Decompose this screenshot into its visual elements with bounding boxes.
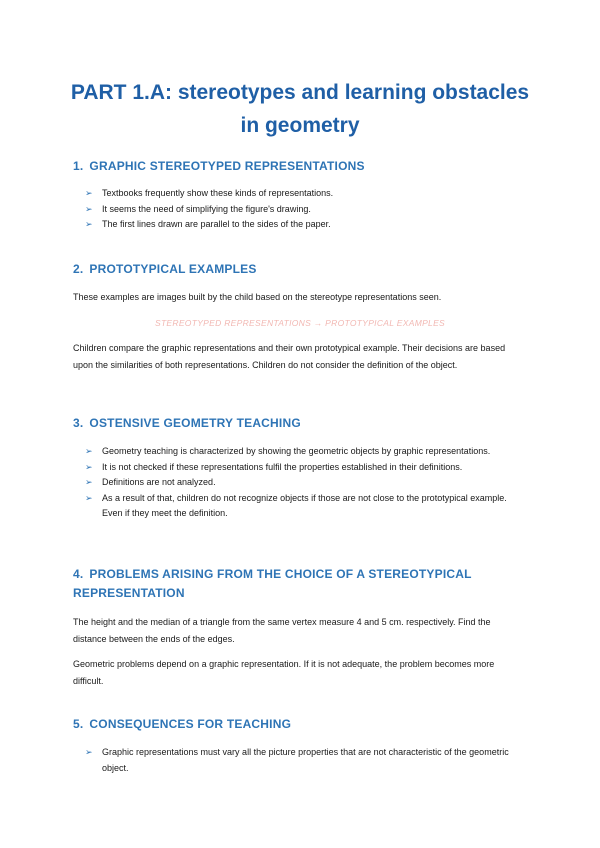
arrow-bullet-icon: ➢ [85,747,93,757]
section-1-heading [73,157,533,176]
section-4-heading [73,565,493,603]
section-3-number: 3. [73,416,84,430]
arrow-bullet-icon: ➢ [85,188,93,198]
list-item: ➢ As a result of that, children do not recognize objects if those are not close to the prototypical example. Even if they meet the definition. [85,492,507,518]
list-item: ➢ It is not checked if these representations fulfil the properties established in their definitions. [85,460,525,476]
list-item: ➢ Definitions are not analyzed. [85,475,525,491]
section-2-body: Children compare the graphic representations and their own prototypical example. Their decisions are based upon the similarities of both representations. Children do not consider the definition of the object. [73,343,506,370]
section-1-number: 1. [73,159,84,173]
section-4-paragraph-1: The height and the median of a triangle from the same vertex measure 4 and 5 cm. respectively. Find the distance between the ends of the edges. [73,617,491,644]
section-2-title: PROTOTYPICAL EXAMPLES [89,262,257,276]
section-4-title: PROBLEMS ARISING FROM THE CHOICE OF A STEREOTYPICAL REPRESENTATION [73,567,472,600]
section-3-heading [73,414,533,433]
section-2-number: 2. [73,262,84,276]
arrow-bullet-icon: ➢ [85,461,93,472]
arrow-bullet-icon: ➢ [85,446,93,456]
arrow-bullet-icon: ➢ [85,203,93,214]
section-5-number: 5. [73,717,84,731]
section-3-title: OSTENSIVE GEOMETRY TEACHING [89,416,301,430]
section-4-paragraph-2: Geometric problems depend on a graphic representation. If it is not adequate, the problem becomes more difficult. [73,659,495,686]
section-5-heading [73,715,533,734]
arrow-bullet-icon: ➢ [85,492,93,503]
section-2-intro: These examples are images built by the child based on the stereotype representations seen. [73,292,442,302]
section-1-title: GRAPHIC STEREOTYPED REPRESENTATIONS [89,159,365,173]
arrow-bullet-icon: ➢ [85,477,93,487]
list-item: ➢ Graphic representations must vary all the picture properties that are not characteristic of the geometric object. [85,747,509,773]
list-item: ➢ The first lines drawn are parallel to the sides of the paper. [85,217,525,233]
section-5-title: CONSEQUENCES FOR TEACHING [89,717,292,731]
section-2-heading [73,260,533,279]
list-item: ➢ Geometry teaching is characterized by showing the geometric objects by graphic representations. [85,444,525,460]
list-item: ➢ It seems the need of simplifying the figure's drawing. [85,202,525,218]
section-3-bullets [85,444,525,522]
page-title: PART 1.A: stereotypes and learning obstacles in geometry [70,81,530,137]
list-item: ➢ Textbooks frequently show these kinds of representations. [85,186,525,202]
section-1-bullets [85,186,525,233]
section-5-bullets [85,745,525,776]
arrow-bullet-icon: ➢ [85,219,93,229]
diagram-note: STEREOTYPED REPRESENTATIONS → PROTOTYPICAL EXAMPLES [154,318,446,328]
section-4-number: 4. [73,567,84,581]
